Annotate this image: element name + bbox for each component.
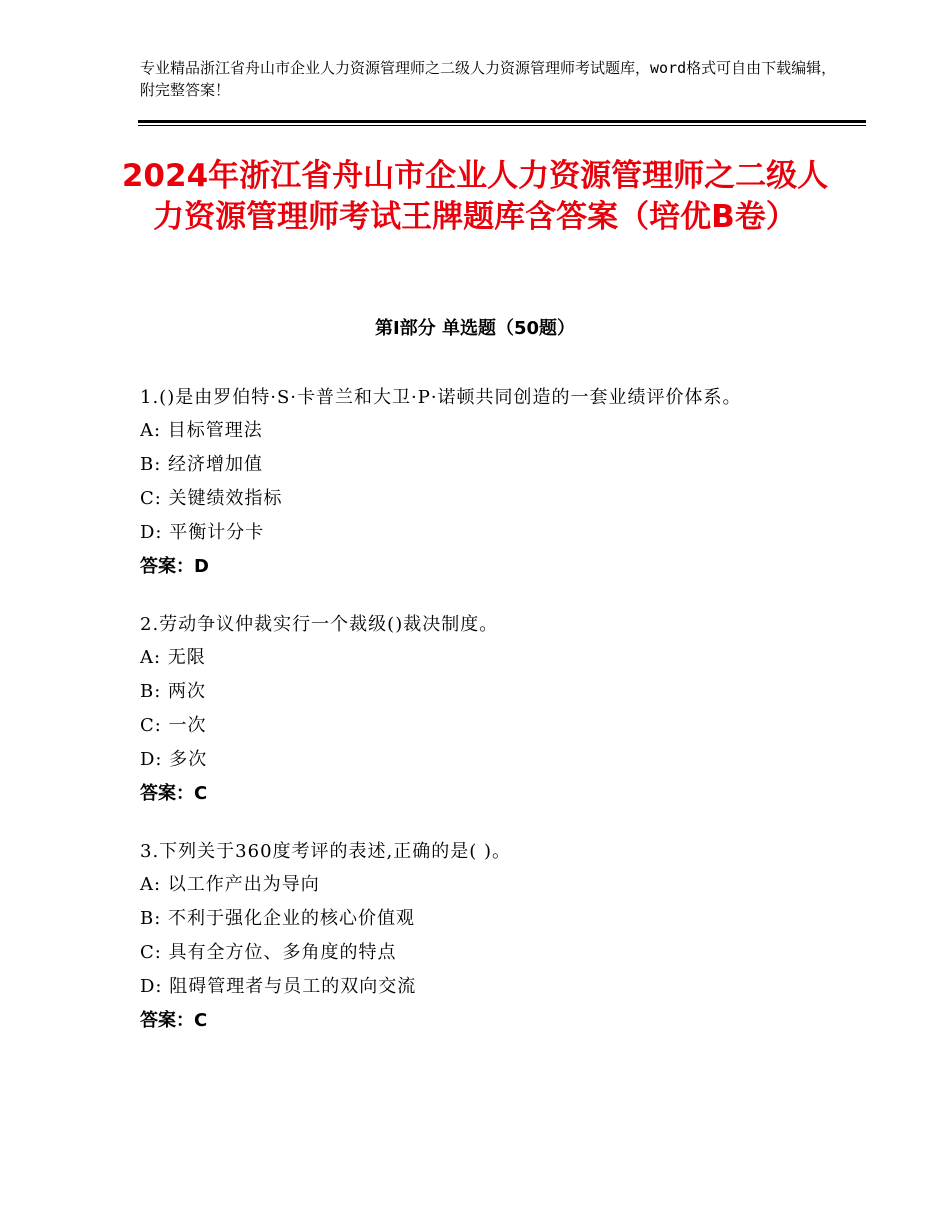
question-list bbox=[140, 381, 820, 1062]
option-b: B: 不利于强化企业的核心价值观 bbox=[140, 908, 416, 929]
option-c: C: 一次 bbox=[140, 715, 207, 736]
option-a: A: 以工作产出为导向 bbox=[140, 874, 320, 895]
option-a: A: 目标管理法 bbox=[140, 420, 263, 441]
question-3 bbox=[140, 835, 820, 1038]
document-title: 2024年浙江省舟山市企业人力资源管理师之二级人力资源管理师考试王牌题库含答案（培优B卷） bbox=[121, 158, 829, 235]
question-stem: 3.下列关于360度考评的表述,正确的是( )。 bbox=[140, 841, 512, 862]
question-stem: 1.()是由罗伯特·S·卡普兰和大卫·P·诺顿共同创造的一套业绩评价体系。 bbox=[140, 387, 742, 408]
header-rule-thick bbox=[138, 120, 866, 123]
option-c: C: 具有全方位、多角度的特点 bbox=[140, 942, 397, 963]
option-b: B: 两次 bbox=[140, 681, 207, 702]
header-rule-thin bbox=[138, 125, 866, 126]
option-a: A: 无限 bbox=[140, 647, 206, 668]
section-title: 第Ⅰ部分 单选题（50题） bbox=[374, 318, 575, 339]
question-1 bbox=[140, 381, 820, 584]
question-2 bbox=[140, 608, 820, 811]
question-stem: 2.劳动争议仲裁实行一个裁级()裁决制度。 bbox=[140, 614, 499, 635]
option-d: D: 阻碍管理者与员工的双向交流 bbox=[140, 976, 417, 997]
option-c: C: 关键绩效指标 bbox=[140, 488, 283, 509]
option-b: B: 经济增加值 bbox=[140, 454, 264, 475]
option-d: D: 多次 bbox=[140, 749, 208, 770]
answer: 答案：C bbox=[140, 1010, 208, 1031]
option-d: D: 平衡计分卡 bbox=[140, 522, 265, 543]
answer: 答案：D bbox=[140, 556, 209, 577]
answer: 答案：C bbox=[140, 783, 208, 804]
header-note: 专业精品浙江省舟山市企业人力资源管理师之二级人力资源管理师考试题库，word格式可自由下载编辑，附完整答案！ bbox=[140, 59, 837, 99]
